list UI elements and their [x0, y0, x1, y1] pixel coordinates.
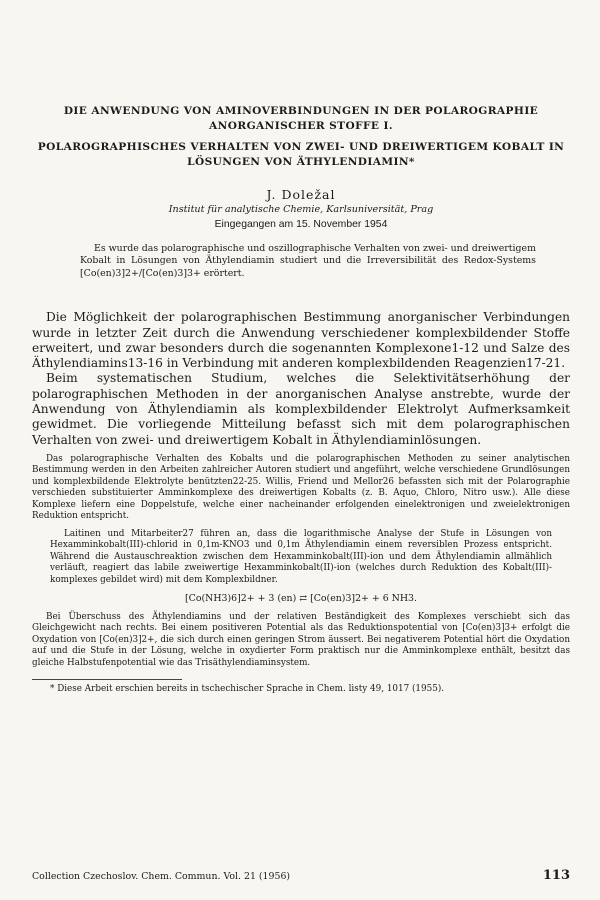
journal-citation: Collection Czechoslov. Chem. Commun. Vol. 21 (1956) — [32, 871, 291, 882]
title-part-2: POLAROGRAPHISCHES VERHALTEN VON ZWEI- UND DREIWERTIGEM KOBALT IN LÖSUNGEN VON ÄTHYLENDIAMIN* — [37, 141, 565, 168]
article — [32, 104, 570, 694]
intro-paragraph-1: Die Möglichkeit der polarographischen Bestimmung anorganischer Verbindungen wurde in letzter Zeit durch die Anwendung verschiedener komplexbildender Stoffe erweitert, und zwar besonders durch die sogenannten Komplexone1-12 und Salze des Äthylendiamins13-16 in Verbindung mit anderen komplexbildenden Reagenzien17-21. — [32, 310, 570, 371]
paragraph-equilibrium: Bei Überschuss des Äthylendiamins und der relativen Beständigkeit des Komplexes verschiebt sich das Gleichgewicht nach rechts. Bei einem positiveren Potential als das Reduktionspotential von [Co(en)3]3+ erfolgt die Oxydation von [Co(en)3]2+, die sich durch einen geringen Strom äussert. Bei negativerem Potential hört die Oxydation auf und die Stufe in der Lösung, welche in oxydierter Form praktisch nur die Amminkomplexe enthält, besitzt das gleiche Halbstufenpotential wie das Trisäthylendiaminsystem. — [32, 611, 570, 668]
page-footer — [32, 868, 570, 883]
title-part-1: DIE ANWENDUNG VON AMINOVERBINDUNGEN IN DER POLAROGRAPHIE ANORGANISCHER STOFFE I. — [63, 105, 539, 132]
author-name: J. Doležal — [266, 187, 336, 202]
paragraph-laitinen: Laitinen und Mitarbeiter27 führen an, dass die logarithmische Analyse der Stufe in Lösungen von Hexamminkobalt(III)-chlorid in 0,1m-KNO3 und 0,1m Äthylendiamin einem reversiblen Prozess entspricht. Während die Austauschreaktion zwischen dem Hexamminkobalt(III)-ion und dem Äthylendiamin allmählich verläuft, reagiert das labile zweiwertige Hexamminkobalt(II)-ion (welches durch Reduktion des Kobalt(III)-komplexes gebildet wird) mit dem Komplexbildner. — [50, 528, 552, 585]
footnote-divider — [32, 679, 182, 680]
equation: [Co(NH3)6]2+ + 3 (en) ⇄ [Co(en)3]2+ + 6 NH3. — [185, 593, 417, 605]
received-date: Eingegangen am 15. November 1954 — [214, 219, 388, 230]
main-text — [32, 454, 570, 670]
intro-paragraph-2: Beim systematischen Studium, welches die Selektivitätserhöhung der polarographischen Methoden in der anorganischen Analyse anstrebte, wurde der Anwendung von Äthylendiamin als komplexbildender Elektrolyt Aufmerksamkeit gewidmet. Die vorliegende Mitteilung befasst sich mit dem polarographischen Verhalten von zwei- und dreiwertigem Kobalt in Äthylendiaminlösungen. — [32, 371, 570, 447]
abstract: Es wurde das polarographische und oszillographische Verhalten von zwei- und dreiwertigem Kobalt in Lösungen von Äthylendiamin studiert und die Irreversibilität des Redox-Systems [Co(en)3]2+/[Co(en)3]3+ erörtert. — [80, 243, 536, 279]
footnote: * Diese Arbeit erschien bereits in tschechischer Sprache in Chem. listy 49, 1017 (1955). — [50, 684, 445, 695]
paragraph-polarography: Das polarographische Verhalten des Kobalts und die polarographischen Methoden zu seiner analytischen Bestimmung werden in den Arbeiten zahlreicher Autoren studiert und angeführt, welche verschiedene Grundlösungen und komplexbildende Elektrolyte benützten22-25. Willis, Friend und Mellor26 befassten sich mit der Polarographie verschieden substituierter Amminkomplexe des dreiwertigen Kobalts (z. B. Aquo, Chloro, Nitro usw.). Alle diese Komplexe liefern eine Doppelstufe, welche einer nacheinander erfolgenden einelektronigen und zweielektronigen Reduktion entspricht. — [32, 453, 570, 522]
introduction — [32, 310, 570, 448]
author-institute: Institut für analytische Chemie, Karlsuniversität, Prag — [168, 204, 434, 215]
page-number: 113 — [542, 868, 570, 883]
